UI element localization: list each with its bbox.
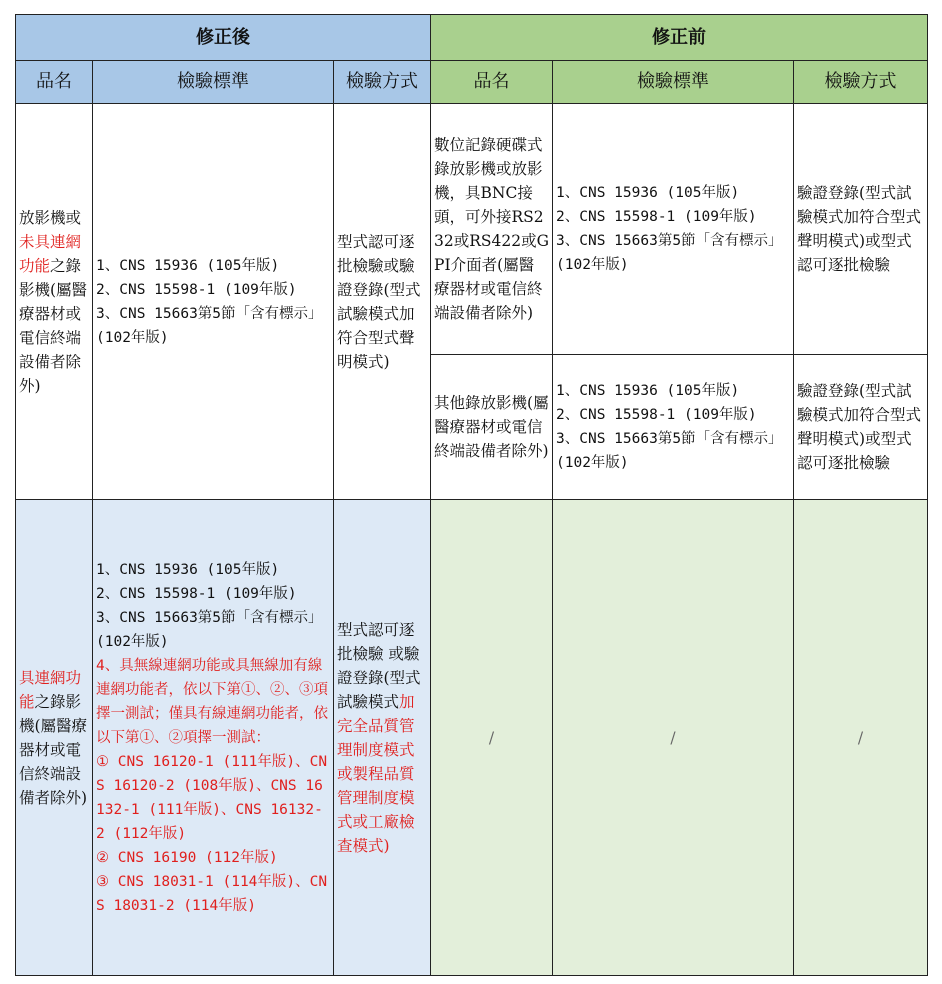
header-before: 修正前 xyxy=(431,15,928,61)
row1-before-b-name: 其他錄放影機(屬醫療器材或電信終端設備者除外) xyxy=(431,355,553,500)
row1-after-standard xyxy=(93,104,334,500)
col-after-method: 檢驗方式 xyxy=(334,61,431,104)
row2-after-std-1: 1、CNS 15936 (105年版) xyxy=(96,561,280,578)
row1-before-a-std-1: 1、CNS 15936 (105年版) xyxy=(556,185,740,201)
row1-before-a-std-2: 2、CNS 15598-1 (109年版) xyxy=(556,209,757,225)
row2-before-name: / xyxy=(431,500,553,976)
row1-before-b-std-2: 2、CNS 15598-1 (109年版) xyxy=(556,407,757,423)
row1-before-b-std-1: 1、CNS 15936 (105年版) xyxy=(556,383,740,399)
row1-before-a-method: 驗證登錄(型式試驗模式加符合型式聲明模式)或型式認可逐批檢驗 xyxy=(794,104,928,355)
row1-after-std-3: 3、CNS 15663第5節「含有標示」(102年版) xyxy=(96,305,323,346)
row2-after-std-2: 2、CNS 15598-1 (109年版) xyxy=(96,585,297,602)
row1-after-std-2: 2、CNS 15598-1 (109年版) xyxy=(96,281,297,298)
row2-after-std-3: 3、CNS 15663第5節「含有標示」(102年版) xyxy=(96,609,323,650)
row1-after-name-text2: 之錄影機(屬醫療器材或電信終端設備者除外) xyxy=(19,256,88,395)
col-after-standard: 檢驗標準 xyxy=(93,61,334,104)
row2-after-method xyxy=(334,500,431,976)
row2-after-std-5: ① CNS 16120-1 (111年版)、CNS 16120-2 (108年版)、CNS 16132-1 (111年版)、CNS 16132-2 (112年版) xyxy=(96,753,328,842)
row2-after-standard xyxy=(93,500,334,976)
row2-after-method-text: 型式認可逐批檢驗 或驗證登錄(型式試驗模式 xyxy=(337,620,421,711)
comparison-table xyxy=(15,14,928,976)
row1-after-name-text1: 放影機或 xyxy=(19,208,82,227)
row1-after-method: 型式認可逐批檢驗或驗證登錄(型式試驗模式加符合型式聲明模式) xyxy=(334,104,431,500)
row2-after-std-7: ③ CNS 18031-1 (114年版)、CNS 18031-2 (114年版) xyxy=(96,873,328,914)
row2-after-name xyxy=(16,500,93,976)
col-before-method: 檢驗方式 xyxy=(794,61,928,104)
row1-after-name-red: 未具連網功能 xyxy=(19,232,82,275)
row2-after-name-red: 具連網功能 xyxy=(19,668,82,711)
row1-before-a-std-3: 3、CNS 15663第5節「含有標示」(102年版) xyxy=(556,233,783,273)
row2-before-standard: / xyxy=(553,500,794,976)
row2-after-std-6: ② CNS 16190 (112年版) xyxy=(96,849,278,866)
row2-after-name-text: 之錄影機(屬醫療器材或電信終端設備者除外) xyxy=(19,692,88,807)
col-after-name: 品名 xyxy=(16,61,93,104)
row1-before-b-std-3: 3、CNS 15663第5節「含有標示」(102年版) xyxy=(556,431,783,471)
row2-before-method: / xyxy=(794,500,928,976)
row2-after-std-4: 4、具無線連網功能或具無線加有線連網功能者，依以下第①、②、③項擇一測試；僅具有線連網功能者，依以下第①、②項擇一測試： xyxy=(96,657,328,746)
row1-after-name xyxy=(16,104,93,500)
row1-before-a-standard xyxy=(553,104,794,355)
col-before-standard: 檢驗標準 xyxy=(553,61,794,104)
header-after: 修正後 xyxy=(16,15,431,61)
row2-after-method-red: 加完全品質管理制度模式或製程品質管理制度模式或工廠檢查模式) xyxy=(337,692,415,855)
row1-before-a-name: 數位記錄硬碟式錄放影機或放影機，具BNC接頭，可外接RS232或RS422或GPI介面者(屬醫療器材或電信終端設備者除外) xyxy=(431,104,553,355)
row1-before-b-method: 驗證登錄(型式試驗模式加符合型式聲明模式)或型式認可逐批檢驗 xyxy=(794,355,928,500)
col-before-name: 品名 xyxy=(431,61,553,104)
row1-after-std-1: 1、CNS 15936 (105年版) xyxy=(96,257,280,274)
row1-before-b-standard xyxy=(553,355,794,500)
